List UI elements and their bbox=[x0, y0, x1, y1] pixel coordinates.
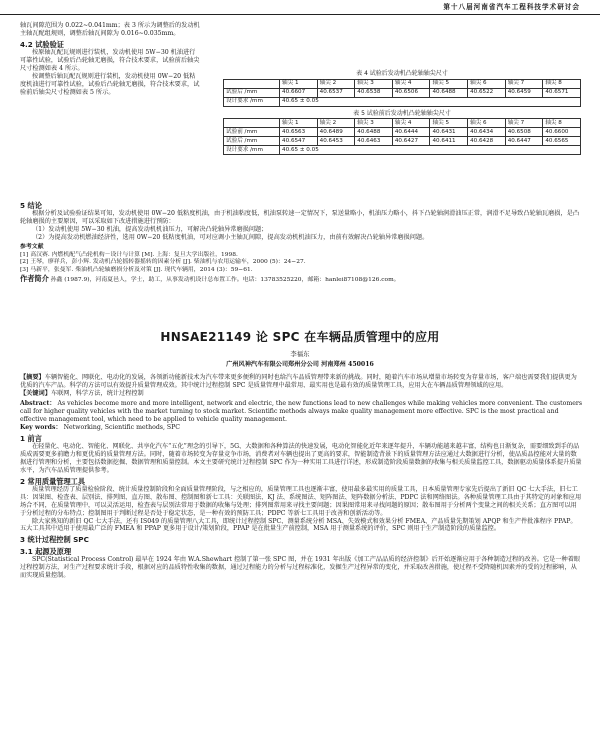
paragraph: 质量管理经历了质量检验阶段、统计质量控制阶段和全面质量管理阶段，与之相应的，质量管理工具也逐渐丰富，使用最多最实用的质量工具，日本质量管理专家先后提出了新旧 QC 七大手法，旧七工具：因果图、检查表、层别法、排列图、直方图、散布图、控制图和新七工具：关联图法、KJ 法、系统图法、矩阵图法、矩阵数据分析法、PDPC 法和网络图法。各种质量管理工具由于其特定的对象和应用场合不同，在质量管理中，可以灵活运用，检查表与层别法常用于数据的收集与处理；排列图常用来寻找主要问题；因果图常用来寻找问题的原因；散布图用于分析两个变量之间的相关关系；直方图可以用于分析过程的分布特点；控制图用于判断过程是否处于稳定状态，是一种有效的预防工具；PDPC 等新七工具用于改善和创新活动等。 bbox=[20, 485, 582, 517]
table-cell: 40.6459 bbox=[505, 88, 543, 97]
table-row bbox=[224, 119, 581, 128]
table-cell: 设计要求 /mm bbox=[224, 146, 280, 155]
table-cell: 40.6444 bbox=[392, 128, 430, 137]
table5-caption: 表 5 试验前后发动机凸轮轴轴尖尺寸 bbox=[353, 109, 451, 117]
paragraph: 根据分析及试验验证结果可知，发动机使用 0W−20 低粘度机油，由于机油粘度低，机油泵转速一定情况下，泵送量略小，机油压力略小，抖下凸轮轴润滑油压正常，润滑不足导致凸轮轴瓦磨损，是凸轮轴磨损的主要原因，可以采取如下改进措施进行预防： bbox=[20, 210, 580, 226]
table-cell: 轴尖 7 bbox=[505, 119, 543, 128]
keywords-en: Networking, Scientific methods, SPC bbox=[63, 423, 181, 431]
table-cell: 轴尖 1 bbox=[280, 79, 318, 88]
reference-item: [3] 马新平，张曼军. 柴油机凸轮轴磨损分析及对策 [J]. 现代车辆用，2014 (3)：59−61. bbox=[20, 266, 253, 273]
list-item: （1）发动机使用 5W−30 机油，提高发动机机油压力，可解决凸轮轴异常磨损问题； bbox=[32, 226, 268, 234]
table-cell: 轴尖 4 bbox=[392, 119, 430, 128]
table-row bbox=[224, 97, 581, 106]
table-cell: 40.6447 bbox=[505, 137, 543, 146]
running-header bbox=[0, 2, 600, 15]
section-heading: 2 常用质量管理工具 bbox=[20, 476, 86, 486]
table-row bbox=[224, 88, 581, 97]
table-cell: 轴尖 6 bbox=[468, 79, 506, 88]
table-cell: 40.6434 bbox=[468, 128, 506, 137]
table-cell: 40.6488 bbox=[355, 128, 393, 137]
author-bio-label: 作者简介 bbox=[20, 274, 49, 284]
left-column bbox=[20, 20, 200, 97]
right-column bbox=[223, 70, 581, 155]
table-cell: 轴尖 6 bbox=[468, 119, 506, 128]
article-affiliation: 广州风神汽车有限公司郑州分公司 河南郑州 450016 bbox=[226, 361, 374, 368]
table-cell: 轴尖 3 bbox=[355, 79, 393, 88]
abstract-en-label: Abstract： bbox=[20, 399, 56, 407]
reference-item: [1] 高汉赛. 内燃机配气凸轮机构－设计与计算 [M]. 上海：复旦大学出版社，1998. bbox=[20, 251, 238, 258]
table5 bbox=[223, 118, 581, 155]
table-cell: 40.65 ± 0.05 bbox=[280, 146, 581, 155]
table-cell: 轴尖 8 bbox=[543, 79, 581, 88]
table-cell: 试验前 /mm bbox=[224, 128, 280, 137]
table-cell bbox=[224, 119, 280, 128]
paragraph: SPC(Statistical Process Control) 最早在 1924 年由 W.A.Shewhart 控制了第一张 SPC 图，并在 1931 年出版《加工产品品质的经济控制》后开始逐渐应用于各种制造过程的改善。它是一种着眼过程控制方法，对生产过程要求统计手段，根据对应的品质特性收集的数据，通过过程能力的分析与过程标准化，发掘生产过程异常的变化，并采取改善措施，使过程不受降随机因素并的受的过程影响，从而实现质量控制。 bbox=[20, 555, 581, 579]
references bbox=[20, 244, 582, 285]
table-row bbox=[224, 146, 581, 155]
list-item: （2）为提高发动机燃油经济性，选用 0W−20 低粘度机油，可对应调小主轴瓦间隙，提高发动机机油压力，由前有效解决凸轮轴异常磨损问题。 bbox=[32, 234, 429, 242]
table-cell: 轴尖 2 bbox=[317, 79, 355, 88]
table-cell: 轴尖 2 bbox=[317, 119, 355, 128]
table-cell: 40.6537 bbox=[317, 88, 355, 97]
table-cell: 40.65 ± 0.05 bbox=[280, 97, 581, 106]
abstract-label: 【摘要】 bbox=[20, 374, 45, 381]
paragraph: 在轻量化、电动化、智能化、网联化、共享化汽车“五化”理念的引导下，5G、大数据和各种算法的快速发展，电动化智能化近年来逐年提升，车辆功能越来越丰富，结构也日渐复杂，需要细致到手的品质成需要更多前瞻力和更优质的质量管理方法。同时，随着市场转变为存量竞争市场，消费者对车辆也提出了更高的要求，智能制造背景下的质量管理方法应通过大数据进行分析，使品质品控能对大量的数据进行管理和分析，主要包括数据挖掘、数据管理和质量控制。本文主要研究统计过程控制 SPC 作为一种实用工具进行详述，形成制造阶段质量数据的收集与相关质量监控工具，数据驱动质量体系提升质量水平，为汽车品质管理提供参考。 bbox=[20, 442, 582, 474]
table-cell: 40.6565 bbox=[543, 137, 581, 146]
table-cell: 40.6411 bbox=[430, 137, 468, 146]
reference-item: [2] 王琴，廖祥兵，彭小辉. 发动机凸轮摇转器摇转的因素分析 [J]. 柴油机与农用运输车，2000 (5)：24−27. bbox=[20, 259, 306, 266]
table-cell: 40.6508 bbox=[505, 128, 543, 137]
table4-caption: 表 4 试验后发动机凸轮轴轴尖尺寸 bbox=[356, 70, 448, 77]
keywords-cn: 车联网，科学方法，统计过程控制 bbox=[50, 389, 144, 397]
table4 bbox=[223, 79, 581, 107]
table-cell: 40.6488 bbox=[430, 88, 468, 97]
section-heading: 3 统计过程控制 SPC bbox=[20, 535, 89, 545]
table-cell: 轴尖 3 bbox=[355, 119, 393, 128]
table-cell: 轴尖 5 bbox=[430, 119, 468, 128]
table-cell: 轴尖 5 bbox=[430, 79, 468, 88]
table-cell: 轴尖 1 bbox=[280, 119, 318, 128]
author-bio: 孙鑫 (1987.9)，河南夏邑人，学士，助工，从事发动机设计总布置工作。电话：13783525220，邮箱：hanlei87108@126.com。 bbox=[50, 277, 400, 284]
running-title: 第十八届河南省汽车工程科技学术研讨会 bbox=[443, 3, 580, 11]
keywords-en-label: Key words： bbox=[20, 423, 62, 431]
paragraph: 轴瓦间隙范围为 0.022~0.041mm；表 3 所示为调整后的发动机主轴瓦配组规则，调整后轴瓦间隙为 0.016~0.035mm。 bbox=[20, 22, 200, 37]
table-cell: 40.6571 bbox=[543, 88, 581, 97]
paragraph: 按调整后轴瓦配瓦规则进行装机，发动机使用 0W−20 低粘度机油进行可靠性试验，试验后凸轮轴无磨损，符合技术要求，试验前后轴尖尺寸检测如表 5 所示。 bbox=[20, 72, 200, 96]
table-cell: 40.6453 bbox=[317, 137, 355, 146]
table-cell: 40.6431 bbox=[430, 128, 468, 137]
table-cell: 轴尖 8 bbox=[543, 119, 581, 128]
table-cell: 40.6563 bbox=[280, 128, 318, 137]
table-row bbox=[224, 79, 581, 88]
section-heading-4-2: 4.2 试验验证 bbox=[20, 39, 64, 49]
table-cell: 40.6506 bbox=[392, 88, 430, 97]
table-cell: 轴尖 7 bbox=[505, 79, 543, 88]
paragraph: 除大家熟知的新旧 QC 七大手法，还有 IS049 的质量管理八大工具，即统计过程控制 SPC、测量系统分析 MSA、失效模式和效果分析 FMEA、产品质量先期策划 APQP 和生产件批准程序 PPAP。五大工具其中适用于使用最广泛的 FMEA 和 PPAP 更多用于设计/策划阶段，PPAP 是在批量生产前控制，MSA 用于测量系统的评价，SPC 则用于生产制造阶段的质量监控。 bbox=[20, 517, 577, 533]
table-cell bbox=[224, 79, 280, 88]
table-cell: 40.6522 bbox=[468, 88, 506, 97]
article-body bbox=[20, 374, 582, 580]
table-cell: 40.6428 bbox=[468, 137, 506, 146]
table-cell: 40.6538 bbox=[355, 88, 393, 97]
section-heading: 1 前言 bbox=[20, 433, 42, 443]
conclusion-section bbox=[20, 199, 582, 285]
section-heading: 5 结论 bbox=[20, 201, 42, 210]
abstract-en: As vehicles become more and more intelligent, network and electric, the new functions lead to new challenges while making vehicles more convenient. The customers call for higher quality vehicles with the market turning to stock market. Scientific methods always make quality management more effective. SPC is the most practical and effective management tool, which need to be applied to vehicle quality management. bbox=[20, 399, 583, 423]
subsection-heading: 3.1 起源及原理 bbox=[20, 546, 72, 556]
table-cell: 40.6427 bbox=[392, 137, 430, 146]
table-cell: 轴尖 4 bbox=[392, 79, 430, 88]
table-cell: 设计要求 /mm bbox=[224, 97, 280, 106]
keywords-label: 【关键词】 bbox=[20, 389, 51, 397]
table-row bbox=[224, 137, 581, 146]
references-heading: 参考文献 bbox=[20, 243, 44, 250]
table-cell: 40.6607 bbox=[280, 88, 318, 97]
table-cell: 40.6600 bbox=[543, 128, 581, 137]
table-cell: 40.6547 bbox=[280, 137, 318, 146]
paragraph: 按原轴瓦配瓦规则进行装机，发动机使用 5W−30 机油进行可靠性试验，试验后凸轮轴无磨损，符合技术要求，试验前后轴尖尺寸检测如表 4 所示。 bbox=[20, 49, 200, 72]
table-cell: 试验后 /mm bbox=[224, 137, 280, 146]
table-row bbox=[224, 128, 581, 137]
abstract-cn: 车辆智能化、网联化、电动化的发展，各领新功能新技术为汽车带来更多便利的同时也给汽车品质管理带来新的挑战。同时，随着汽车市场从增量市场转变为存量市场，客户端也需要我们提供更为优质的汽车产品。科学的方法可以有效提升质量管理成效。其中统计过程控制 SPC 是质量管理中最常用、最实用也是最有效的质量管理工具，应用大在车辆品质管理领域的应用。 bbox=[20, 374, 577, 389]
table-cell: 试验后 /mm bbox=[224, 88, 280, 97]
article-title: HNSAE21149 论 SPC 在车辆品质管理中的应用 bbox=[160, 330, 440, 344]
article-author: 李福东 bbox=[290, 350, 310, 358]
table-cell: 40.6463 bbox=[355, 137, 393, 146]
table-cell: 40.6489 bbox=[317, 128, 355, 137]
